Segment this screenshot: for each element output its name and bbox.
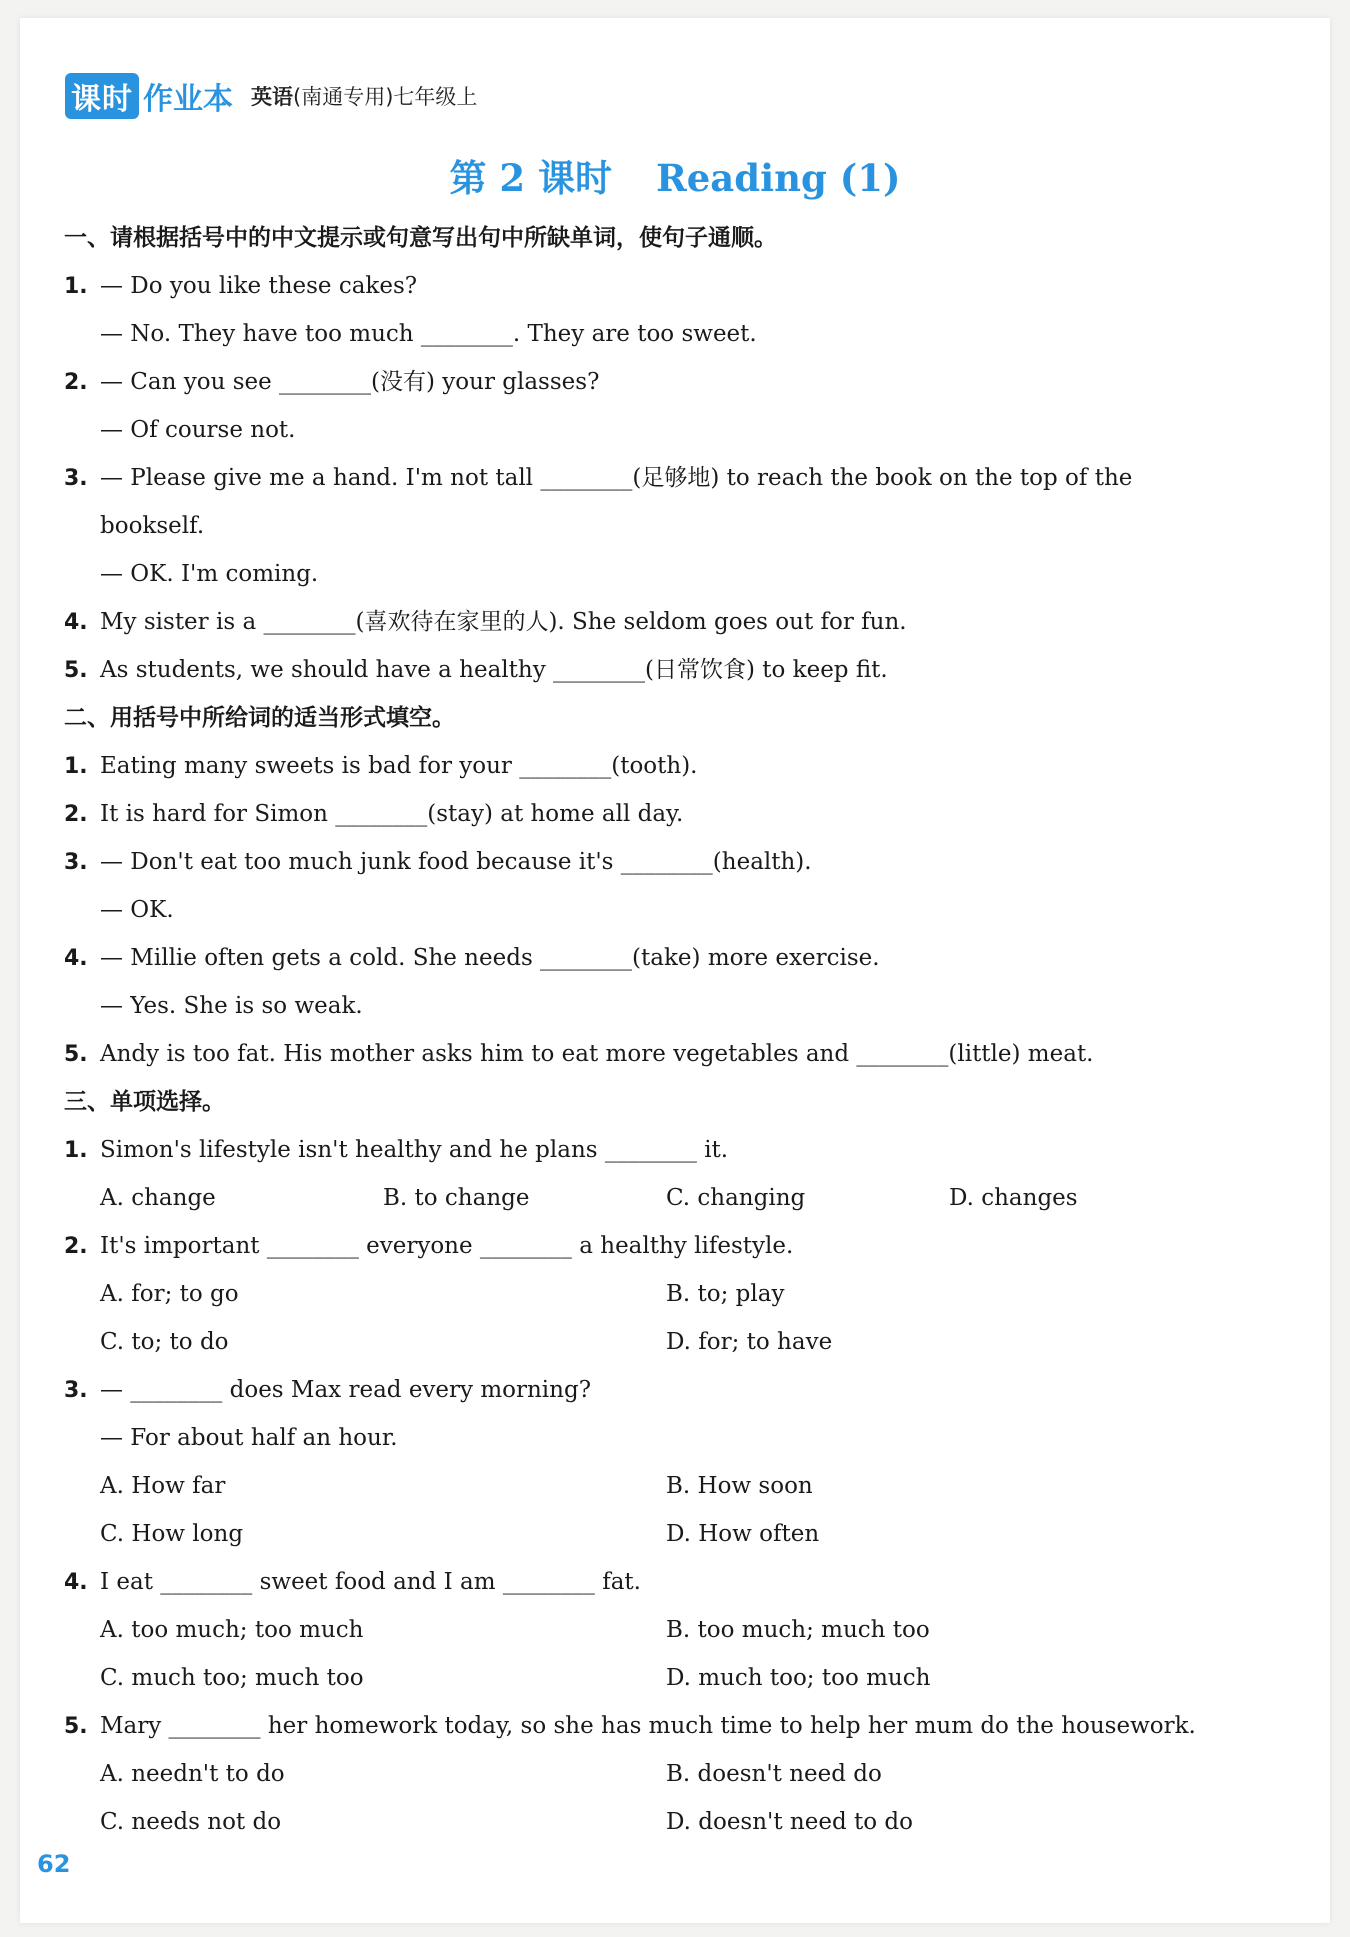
mc-options — [64, 1510, 1284, 1558]
question-line: 3. — Please give me a hand. I'm not tall ________(足够地) to reach the book on the top of the — [64, 465, 1133, 491]
question-line: — Yes. She is so weak. — [100, 993, 363, 1019]
subject-detail: (南通专用)七年级上 — [293, 85, 478, 109]
worksheet-page — [20, 18, 1330, 1923]
question-line: 1. Eating many sweets is bad for your ________(tooth). — [64, 753, 698, 779]
option-b: B. to; play — [666, 1281, 785, 1307]
question-line: 1. — Do you like these cakes? — [64, 273, 418, 299]
question-line: 3. — Don't eat too much junk food because it's ________(health). — [64, 849, 812, 875]
page-number: 62 — [37, 1850, 71, 1878]
question-line: — Of course not. — [100, 417, 296, 443]
logo-badge: 课时 — [65, 73, 139, 119]
header — [65, 74, 477, 118]
mc-options — [64, 1606, 1284, 1654]
option-b: B. doesn't need do — [666, 1761, 882, 1787]
option-a: A. How far — [100, 1473, 226, 1499]
mc-question-stem: 3. — ________ does Max read every morning? — [64, 1377, 592, 1403]
mc-question-stem: — For about half an hour. — [100, 1425, 398, 1451]
option-d: D. doesn't need to do — [666, 1809, 913, 1835]
lesson-number: 第 2 课时 — [449, 156, 612, 200]
page-title — [20, 148, 1330, 202]
option-b: B. How soon — [666, 1473, 813, 1499]
option-c: C. much too; much too — [100, 1665, 364, 1691]
mc-question-stem: 2. It's important ________ everyone ________ a healthy lifestyle. — [64, 1233, 794, 1259]
mc-options — [64, 1270, 1284, 1318]
option-d: D. for; to have — [666, 1329, 833, 1355]
mc-question-stem: 4. I eat ________ sweet food and I am ________ fat. — [64, 1569, 641, 1595]
question-line: — OK. I'm coming. — [100, 561, 319, 587]
logo-text: 作业本 — [143, 82, 233, 117]
question-line: 2. It is hard for Simon ________(stay) at home all day. — [64, 801, 684, 827]
option-d: D. How often — [666, 1521, 820, 1547]
option-a: A. for; to go — [100, 1281, 239, 1307]
option-d: D. much too; too much — [666, 1665, 931, 1691]
mc-options — [64, 1174, 1284, 1222]
question-line: bookself. — [100, 513, 205, 539]
subject-label — [251, 81, 477, 111]
question-line: 5. As students, we should have a healthy ________(日常饮食) to keep fit. — [64, 657, 888, 683]
option-b: B. to change — [383, 1185, 530, 1211]
mc-options — [64, 1750, 1284, 1798]
option-a: A. change — [100, 1185, 216, 1211]
question-line: 5. Andy is too fat. His mother asks him to eat more vegetables and ________(little) meat. — [64, 1041, 1094, 1067]
mc-options — [64, 1318, 1284, 1366]
exercise-content — [64, 214, 1284, 1846]
question-line: — OK. — [100, 897, 174, 923]
option-a: A. too much; too much — [100, 1617, 364, 1643]
option-c: C. changing — [666, 1185, 806, 1211]
mc-options — [64, 1462, 1284, 1510]
section-2-heading: 二、用括号中所给词的适当形式填空。 — [64, 705, 455, 731]
option-c: C. How long — [100, 1521, 244, 1547]
mc-options — [64, 1654, 1284, 1702]
question-line: 2. — Can you see ________(没有) your glasses? — [64, 369, 600, 395]
subject-name: 英语 — [251, 85, 293, 109]
mc-question-stem: 5. Mary ________ her homework today, so she has much time to help her mum do the housework. — [64, 1713, 1196, 1739]
option-c: C. needs not do — [100, 1809, 282, 1835]
mc-question-stem: 1. Simon's lifestyle isn't healthy and he plans ________ it. — [64, 1137, 729, 1163]
section-1-heading: 一、请根据括号中的中文提示或句意写出句中所缺单词，使句子通顺。 — [64, 225, 777, 251]
section-3-heading: 三、单项选择。 — [64, 1089, 225, 1115]
mc-options — [64, 1798, 1284, 1846]
option-a: A. needn't to do — [100, 1761, 285, 1787]
question-line: 4. My sister is a ________(喜欢待在家里的人). She seldom goes out for fun. — [64, 609, 907, 635]
question-line: — No. They have too much ________. They are too sweet. — [100, 321, 757, 347]
option-d: D. changes — [949, 1185, 1078, 1211]
lesson-topic: Reading (1) — [655, 156, 901, 200]
question-line: 4. — Millie often gets a cold. She needs ________(take) more exercise. — [64, 945, 880, 971]
option-c: C. to; to do — [100, 1329, 229, 1355]
option-b: B. too much; much too — [666, 1617, 930, 1643]
